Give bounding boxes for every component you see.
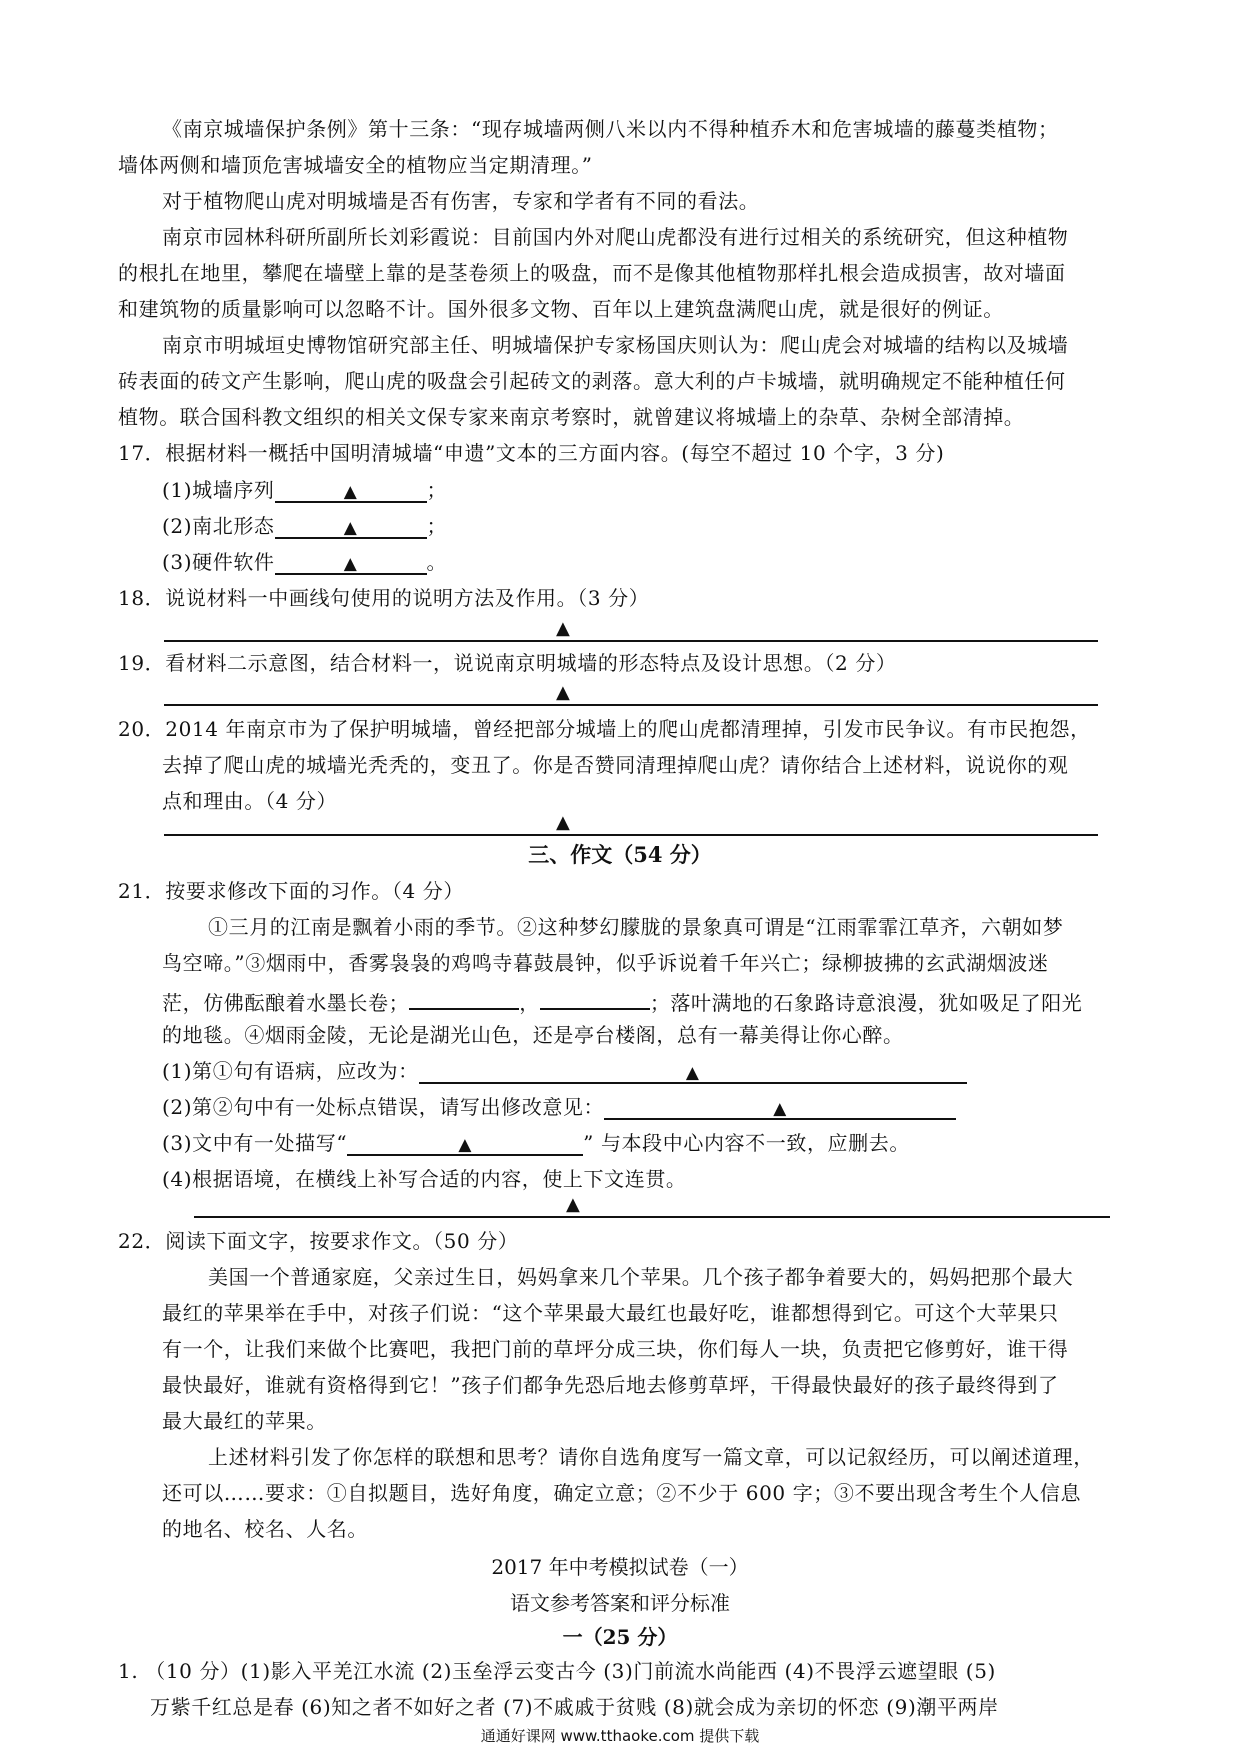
q21-subq-4: (4)根据语境，在横线上补写合适的内容，使上下文连贯。: [162, 1167, 687, 1191]
q21-text: 茫，仿佛酝酿着水墨长卷；: [162, 991, 410, 1015]
q21-subq-text: (2)第②句中有一处标点错误，请写出修改意见：: [162, 1095, 605, 1119]
material-line: 墙体两侧和墙顶危害城墙安全的植物应当定期清理。”: [118, 153, 593, 177]
blank-marker-icon: ▲: [556, 812, 570, 833]
q21-text: ，: [519, 991, 540, 1015]
q22-paragraph-line: 最红的苹果举在手中，对孩子们说：“这个苹果最大最红也最好吃，谁都想得到它。可这个大苹果只: [162, 1301, 1059, 1325]
answer-key-title: 2017 年中考模拟试卷（一）: [491, 1555, 749, 1579]
material-line: 砖表面的砖文产生影响，爬山虎的吸盘会引起砖文的剥落。意大利的卢卡城墙，就明确规定不能种植任何: [118, 369, 1066, 393]
answer-line[interactable]: [164, 704, 1098, 706]
answer-key-subtitle: 语文参考答案和评分标准: [510, 1591, 730, 1615]
q21-subq-3: [162, 1130, 910, 1156]
blank-marker-icon: ▲: [343, 518, 358, 538]
q21-paragraph-line: ①三月的江南是飘着小雨的季节。②这种梦幻朦胧的景象真可谓是“江雨霏霏江草齐，六朝如梦: [208, 915, 1064, 939]
question-18-stem: 18．说说材料一中画线句使用的说明方法及作用。（3 分）: [118, 586, 650, 610]
q21-paragraph-line: 鸟空啼。”③烟雨中，香雾袅袅的鸡鸣寺暮鼓晨钟，似乎诉说着千年兴亡；绿柳披拂的玄武湖烟波迷: [162, 951, 1049, 975]
answer-blank[interactable]: [419, 1060, 967, 1084]
answer-blank[interactable]: [604, 1096, 956, 1120]
q21-subq-1: [162, 1058, 967, 1084]
question-19-stem: 19．看材料二示意图，结合材料一，说说南京明城墙的形态特点及设计思想。（2 分）: [118, 651, 897, 675]
answer-line[interactable]: [194, 1216, 1110, 1218]
footer-credit: 通通好课网 www.tthaoke.com 提供下载: [480, 1727, 760, 1745]
q22-paragraph-line: 上述材料引发了你怎样的联想和思考？请你自选角度写一篇文章，可以记叙经历，可以阐述道理，: [208, 1445, 1094, 1469]
answer-blank[interactable]: [275, 479, 427, 503]
blank-marker-icon: ▲: [566, 1194, 580, 1215]
material-line: 对于植物爬山虎对明城墙是否有伤害，专家和学者有不同的看法。: [162, 189, 760, 213]
q17-item-3: [162, 549, 447, 575]
question-20-line: 20．2014 年南京市为了保护明城墙，曾经把部分城墙上的爬山虎都清理掉，引发市民争议。有市民抱怨，: [118, 717, 1091, 741]
q21-subq-2: [162, 1094, 956, 1120]
blank-marker-icon: ▲: [685, 1063, 700, 1083]
blank-marker-icon: ▲: [458, 1135, 472, 1155]
q17-item-end: ；: [426, 514, 448, 538]
material-line: 的根扎在地里，攀爬在墙壁上靠的是茎卷须上的吸盘，而不是像其他植物那样扎根会造成损害，故对墙面: [118, 261, 1066, 285]
material-line: 《南京城墙保护条例》第十三条：“现存城墙两侧八米以内不得种植乔木和危害城墙的藤蔓类植物；: [162, 117, 1059, 141]
question-22-stem: 22．阅读下面文字，按要求作文。（50 分）: [118, 1229, 519, 1253]
answer-blank[interactable]: [275, 515, 427, 539]
q22-paragraph-line: 美国一个普通家庭，父亲过生日，妈妈拿来几个苹果。几个孩子都争着要大的，妈妈把那个最大: [208, 1265, 1074, 1289]
q22-paragraph-line: 最大最红的苹果。: [162, 1409, 327, 1433]
q21-paragraph-line: 的地毯。④烟雨金陵，无论是湖光山色，还是亭台楼阁，总有一幕美得让你心醉。: [162, 1023, 904, 1047]
q21-text: ；落叶满地的石象路诗意浪漫，犹如吸足了阳光: [649, 991, 1083, 1015]
answer-line[interactable]: [164, 834, 1098, 836]
blank-marker-icon: ▲: [556, 682, 570, 703]
section-title: 三、作文（54 分）: [528, 842, 712, 867]
question-20-line: 点和理由。（4 分）: [162, 789, 338, 813]
fill-blank[interactable]: [540, 986, 650, 1010]
answer-line-text: 万紫千红总是春 (6)知之者不如好之者 (7)不戚戚于贫贱 (8)就会成为亲切的怀恋 (9)潮平两岸: [150, 1695, 999, 1719]
q22-paragraph-line: 有一个，让我们来做个比赛吧，我把门前的草坪分成三块，你们每人一块，负责把它修剪好，谁干得: [162, 1337, 1069, 1361]
material-line: 和建筑物的质量影响可以忽略不计。国外很多文物、百年以上建筑盘满爬山虎，就是很好的例证。: [118, 297, 1004, 321]
blank-marker-icon: ▲: [556, 618, 570, 639]
answer-blank[interactable]: [347, 1132, 583, 1156]
q21-subq-text: (3)文中有一处描写“: [162, 1131, 348, 1155]
answer-line-text: 1. （10 分）(1)影入平羌江水流 (2)玉垒浮云变古今 (3)门前流水尚能西 (4)不畏浮云遮望眼 (5): [118, 1659, 996, 1683]
q17-item-label: (1)城墙序列: [162, 478, 275, 502]
q22-paragraph-line: 还可以……要求：①自拟题目，选好角度，确定立意；②不少于 600 字；③不要出现含考生个人信息: [162, 1481, 1082, 1505]
fill-blank[interactable]: [409, 986, 519, 1010]
q17-item-label: (2)南北形态: [162, 514, 275, 538]
blank-marker-icon: ▲: [343, 554, 358, 574]
material-line: 南京市明城垣史博物馆研究部主任、明城墙保护专家杨国庆则认为：爬山虎会对城墙的结构以及城墙: [162, 333, 1069, 357]
q21-paragraph-line: [162, 986, 1082, 1016]
q17-item-label: (3)硬件软件: [162, 550, 275, 574]
material-line: 南京市园林科研所副所长刘彩霞说：目前国内外对爬山虎都没有进行过相关的系统研究，但这种植物: [162, 225, 1069, 249]
q22-paragraph-line: 的地名、校名、人名。: [162, 1517, 368, 1541]
q21-subq-text: ” 与本段中心内容不一致，应删去。: [583, 1131, 910, 1155]
q17-item-end: ；: [426, 478, 448, 502]
question-17-stem: 17．根据材料一概括中国明清城墙“申遗”文本的三方面内容。(每空不超过 10 个字，3 分): [118, 441, 945, 465]
answer-part-title: 一（25 分）: [562, 1625, 678, 1649]
question-20-line: 去掉了爬山虎的城墙光秃秃的，变丑了。你是否赞同清理掉爬山虎？请你结合上述材料，说说你的观: [162, 753, 1069, 777]
q17-item-1: [162, 477, 447, 503]
blank-marker-icon: ▲: [773, 1099, 787, 1119]
q17-item-end: 。: [426, 550, 448, 574]
blank-marker-icon: ▲: [343, 482, 358, 502]
q21-subq-text: (1)第①句有语病，应改为：: [162, 1059, 419, 1083]
material-line: 植物。联合国科教文组织的相关文保专家来南京考察时，就曾建议将城墙上的杂草、杂树全部清掉。: [118, 405, 1025, 429]
answer-line[interactable]: [164, 640, 1098, 642]
answer-blank[interactable]: [275, 551, 427, 575]
question-21-stem: 21．按要求修改下面的习作。（4 分）: [118, 879, 464, 903]
q22-paragraph-line: 最快最好，谁就有资格得到它！”孩子们都争先恐后地去修剪草坪，干得最快最好的孩子最终得到了: [162, 1373, 1059, 1397]
q17-item-2: [162, 513, 447, 539]
